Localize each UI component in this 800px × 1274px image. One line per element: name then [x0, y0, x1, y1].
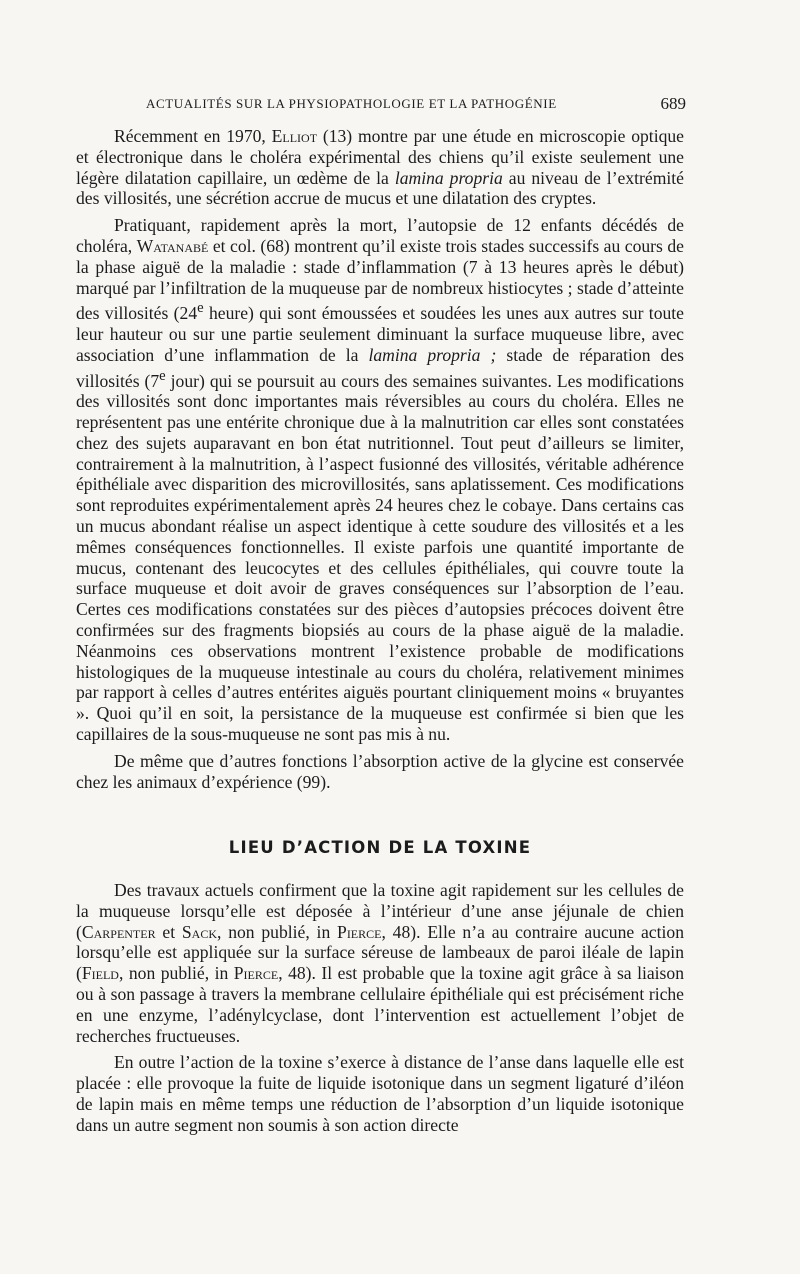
- paragraph-toxin-action: Des travaux actuels confirment que la toxine agit rapidement sur les cellules de la muqueuse lorsqu’elle est déposée à l’intérieur d’une anse jéjunale de chien (Carpenter et Sack, non publié, in Pierce, 48). Elle n’a au contraire aucune action lorsqu’elle est appliquée sur la surface séreuse de lambeaux de paroi iléale de lapin (Field, non publié, in Pierce, 48). Il est probable que la toxine agit grâce à sa liaison ou à son passage à travers la membrane cellulaire épithéliale qui est précisément riche en une enzyme, l’adénylcyclase, dont l’intervention est actuellement l’objet de recherches fructueuses.: [76, 880, 684, 1046]
- author-name: Sack: [181, 921, 218, 942]
- latin-term: lamina propria ;: [368, 344, 497, 365]
- author-name: Field: [81, 963, 119, 984]
- author-name: Carpenter: [81, 921, 156, 942]
- section-2-body: [76, 880, 684, 1136]
- paragraph-glycine: De même que d’autres fonctions l’absorption active de la glycine est conservée chez les animaux d’expérience (99).: [76, 750, 684, 792]
- paragraph-elliot: Récemment en 1970, Elliot (13) montre par une étude en microscopie optique et électronique dans le choléra expérimental des chiens qu’il existe seulement une légère dilatation capillaire, un œdème de la lamina propria au niveau de l’extrémité des villosités, une sécrétion accrue de mucus et une dilatation des cryptes.: [76, 126, 684, 209]
- running-head-title: ACTUALITÉS SUR LA PHYSIOPATHOLOGIE ET LA PATHOGÉNIE: [146, 96, 557, 111]
- paragraph-distance-action: En outre l’action de la toxine s’exerce à distance de l’anse dans laquelle elle est placée : elle provoque la fuite de liquide isotonique dans un segment ligaturé d’iléon de lapin mais en même temps une réduction de l’absorption d’un liquide isotonique dans un autre segment non soumis à son action directe: [76, 1052, 684, 1135]
- author-name: Watanabé: [136, 235, 209, 256]
- paragraph-watanabe: Pratiquant, rapidement après la mort, l’autopsie de 12 enfants décédés de choléra, Watanabé et col. (68) montrent qu’il existe trois stades successifs au cours de la phase aiguë de la maladie : stade d’inflammation (7 à 13 heures après le début) marqué par l’infiltration de la muqueuse par de nombreux histiocytes ; stade d’atteinte des villosités (24e heure) qui sont émoussées et soudées les unes aux autres sur toute leur hauteur ou sur une partie seulement diminuant la surface muqueuse libre, avec association d’une inflammation de la lamina propria ; stade de réparation des villosités (7e jour) qui se poursuit au cours des semaines suivantes. Les modifications des villosités sont donc importantes mais réversibles au cours du choléra. Elles ne représentent pas une entérite chronique due à la malnutrition car elles sont constatées chez des sujets auparavant en bon état nutritionnel. Tout peut d’ailleurs se limiter, contrairement à la malnutrition, à l’aspect fusionné des villosités, véritable adhérence épithéliale avec disparition des microvillosités, sans aplatissement. Ces modifications sont reproduites expérimentalement après 24 heures chez le cobaye. Dans certains cas un mucus abondant réalise un aspect identique à cette soudure des villosités et a les mêmes conséquences fonctionnelles. Il existe parfois une quantité importante de mucus, contenant des leucocytes et des cellules épithéliales, qui couvre toute la surface muqueuse et doit avoir de graves conséquences sur l’absorption de l’eau. Certes ces modifications constatées sur des pièces d’autopsies précoces doivent être confirmées sur des fragments biopsiés au cours de la phase aiguë de la maladie. Néanmoins ces observations montrent l’existence probable de modifications histologiques de la muqueuse intestinale au cours du choléra, relativement minimes par rapport à celles d’autres entérites aiguës pourtant cliniquement moins « bruyantes ». Quoi qu’il en soit, la persistance de la muqueuse est confirmée si bien que les capillaires de la sous-muqueuse ne sont pas mis à nu.: [76, 215, 685, 745]
- section-1-body: [76, 126, 684, 792]
- author-name: Pierce: [337, 921, 382, 942]
- latin-term: lamina propria: [394, 167, 503, 188]
- page-number: 689: [660, 94, 686, 113]
- section-heading: LIEU D’ACTION DE LA TOXINE: [228, 838, 532, 857]
- author-name: Elliot: [271, 126, 318, 146]
- author-name: Pierce: [233, 963, 279, 984]
